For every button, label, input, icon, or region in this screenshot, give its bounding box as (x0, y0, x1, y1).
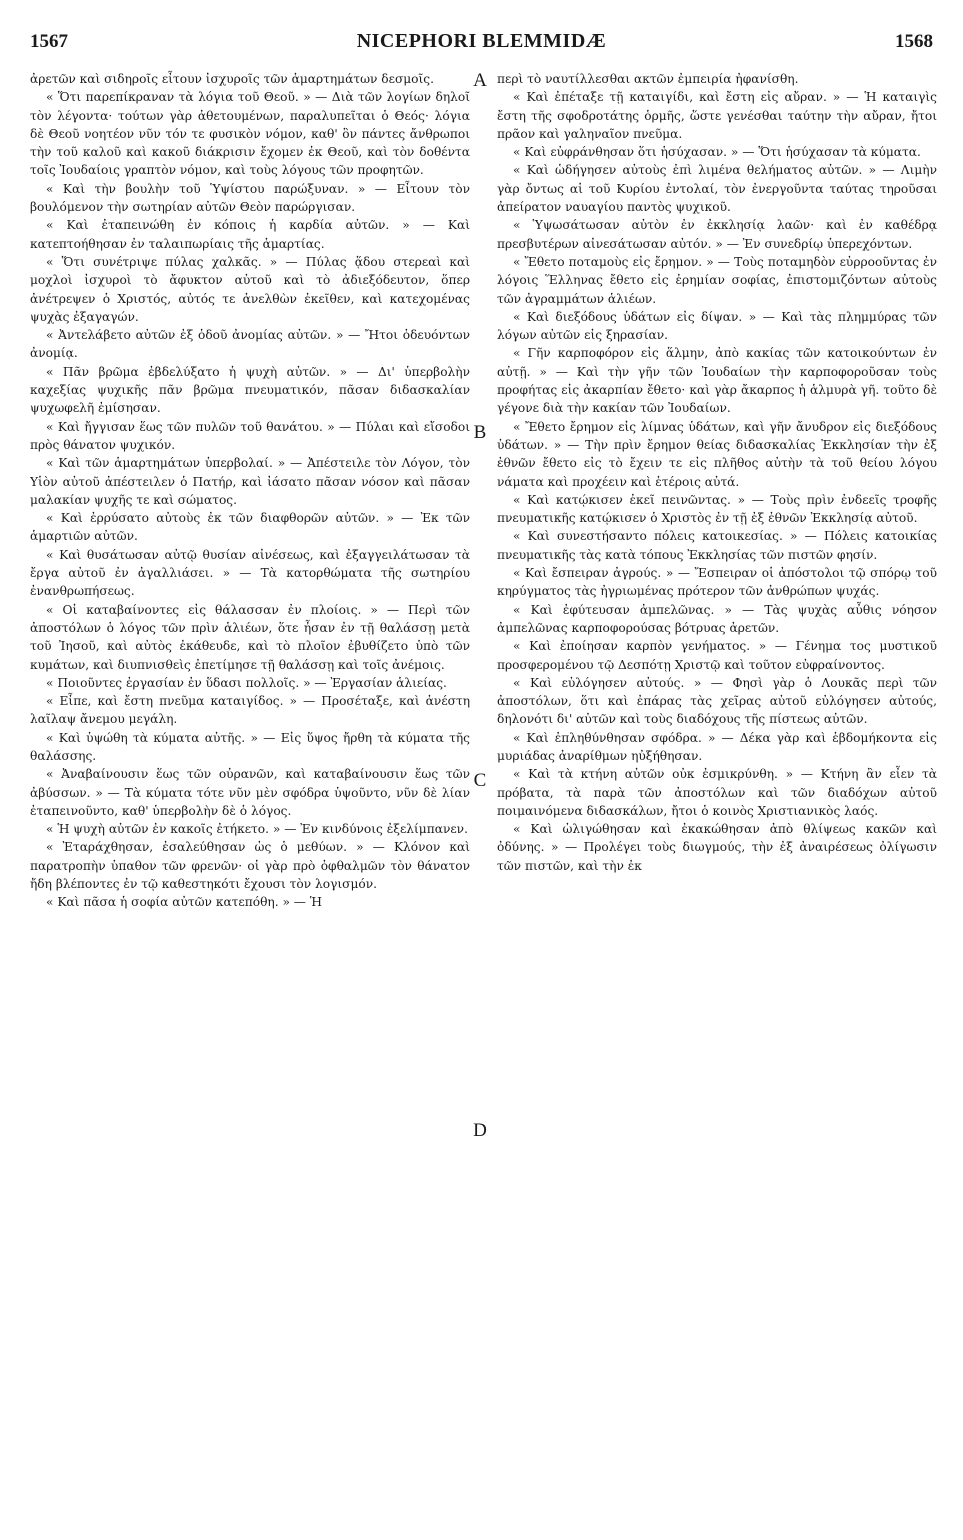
right-column-paragraph: « Καὶ ἔσπειραν ἀγρούς. » — Ἔσπειραν οἱ ἀπόστολοι τῷ σπόρῳ τοῦ κηρύγματος τὰς ἠγριωμένας πρότερον τῶν ἀνθρώπων ψυχάς. (497, 566, 937, 599)
left-column-paragraph: « Πᾶν βρῶμα ἐβδελύξατο ἡ ψυχὴ αὐτῶν. » — Δι' ὑπερβολὴν καχεξίας ψυχικῆς πᾶν βρῶμα πνευματικόν, πᾶσαν διδασκαλίαν ψυχωφελῆ ἐμίσησαν. (30, 364, 470, 416)
left-column-paragraph: « Ἡ ψυχὴ αὐτῶν ἐν κακοῖς ἐτήκετο. » — Ἐν κινδύνοις ἐξελίμπανεν. (46, 822, 468, 837)
left-column-paragraph: « Εἶπε, καὶ ἔστη πνεῦμα καταιγίδος. » — Προσέταξε, καὶ ἀνέστη λαῖλαψ ἄνεμου μεγάλη. (30, 694, 470, 727)
left-column-paragraph: « Ἐταράχθησαν, ἐσαλεύθησαν ὡς ὁ μεθύων. » — Κλόνον καὶ παρατροπὴν ὑπαθον τῶν φρενῶν· οἱ γὰρ πρὸ ὀφθαλμῶν τὸν θάνατον ἤδη βλέποντες ἐν τῷ καθεστηκότι ἔχουσι τὸν λογισμόν. (30, 840, 470, 892)
left-column-paragraph: « Ποιοῦντες ἐργασίαν ἐν ὕδασι πολλοῖς. » — Ἐργασίαν ἁλιείας. (46, 675, 447, 690)
section-marker-c: C (473, 770, 487, 791)
right-column-paragraph: « Καὶ ἐφύτευσαν ἀμπελῶνας. » — Τὰς ψυχὰς αὖθις νόησον ἀμπελῶνας καρποφορούσας βότρυας ἀρετῶν. (497, 602, 937, 635)
left-column-paragraph: « Καὶ ἤγγισαν ἕως τῶν πυλῶν τοῦ θανάτου. » — Πύλαι καὶ εἴσοδοι πρὸς θάνατον ψυχικόν. (30, 419, 470, 452)
right-column-paragraph: « Καὶ ὡδήγησεν αὐτοὺς ἐπὶ λιμένα θελήματος αὐτῶν. » — Λιμὴν γὰρ ὄντως αἱ τοῦ Κυρίου ἐντολαί, τὸν ἐνεργοῦντα ταύτας τηροῦσαι ἀπείρατον ναυαγίου παντὸς ψυχικοῦ. (497, 163, 937, 215)
right-column-paragraph: « Καὶ εὐλόγησεν αὐτούς. » — Φησὶ γὰρ ὁ Λουκᾶς περὶ τῶν ἀποστόλων, ὅτι καὶ ἐπάρας τὰς χεῖρας αὐτοῦ εὐλόγησεν αὐτούς, δηλονότι δι' αὐτῶν καὶ τοὺς διαδόχους τῆς πίστεως αὐτῶν. (497, 675, 937, 727)
page-number-left: 1567 (30, 31, 68, 52)
left-column-paragraph: « Καὶ ἐταπεινώθη ἐν κόποις ἡ καρδία αὐτῶν. » — Καὶ κατεπτοήθησαν ἐν ταλαιπωρίαις τῆς ἁμαρτίας. (30, 218, 470, 251)
left-column-paragraph: « Ὅτι παρεπίκραναν τὰ λόγια τοῦ Θεοῦ. » — Διὰ τῶν λογίων δηλοῖ τὸν λέγοντα· τούτων γὰρ ἀθετουμένων, παραλυπεῖται ὁ Θεός· λόγια δὲ Θεοῦ νοητέον νῦν τόν τε φυσικὸν νόμον, καθ' ὃν πάντες ἄνθρωποι τὴν τοῦ καλοῦ καὶ κακοῦ διάκρισιν ἔχομεν ἐκ Θεοῦ, καὶ τὸν δοθέντα τοῖς Ἰουδαίοις γραπτὸν νόμον, καὶ τοὺς λόγους τῶν προφητῶν. (30, 90, 470, 178)
left-column-paragraph: « Καὶ θυσάτωσαν αὐτῷ θυσίαν αἰνέσεως, καὶ ἐξαγγειλάτωσαν τὰ ἔργα αὐτοῦ ἐν ἀγαλλιάσει. » — Τὰ κατορθώματα τῆς σωτηρίου ἐνανθρωπήσεως. (30, 547, 470, 599)
left-column-paragraph: ἀρετῶν καὶ σιδηροῖς εἶτουν ἰσχυροῖς τῶν ἁμαρτημάτων δεσμοῖς. (30, 72, 435, 86)
left-column-paragraph: « Καὶ ὑψώθη τὰ κύματα αὐτῆς. » — Εἰς ὕψος ἤρθη τὰ κύματα τῆς θαλάσσης. (30, 730, 470, 763)
section-marker-b: B (473, 422, 487, 443)
left-column-paragraph: « Καὶ πᾶσα ἡ σοφία αὐτῶν κατεπόθη. » — Ἡ (46, 895, 322, 910)
right-column (497, 70, 937, 1515)
right-column-paragraph: « Καὶ κατῴκισεν ἐκεῖ πεινῶντας. » — Τοὺς πρὶν ἐνδεεῖς τροφῆς πνευματικῆς κατῴκισεν ὁ Χριστὸς ἐν τῇ ἐξ ἐθνῶν Ἐκκλησίᾳ αὐτοῦ. (497, 492, 937, 526)
right-column-paragraph: « Καὶ διεξόδους ὑδάτων εἰς δίψαν. » — Καὶ τὰς πλημμύρας τῶν λόγων αὐτῶν εἰς ξηρασίαν. (497, 309, 937, 343)
right-column-paragraph: « Καὶ συνεστήσαντο πόλεις κατοικεσίας. » — Πόλεις κατοικίας πνευματικῆς τὰς κατὰ τόπους Ἐκκλησίας τῶν πιστῶν φησίν. (497, 529, 937, 562)
right-column-paragraph: περὶ τὸ ναυτίλλεσθαι ακτῶν ἐμπειρία ἠφανίσθη. (497, 72, 799, 86)
right-column-paragraph: « Καὶ ὠλιγώθησαν καὶ ἐκακώθησαν ἀπὸ θλίψεως κακῶν καὶ ὀδύνης. » — Προλέγει τοὺς διωγμούς, τὴν ἐξ ἀναιρέσεως ὀλίγωσιν τῶν πιστῶν, καὶ τὴν ἐκ (497, 822, 937, 873)
right-column-paragraph: « Καὶ ἐποίησαν καρπὸν γενήματος. » — Γένημα τος μυστικοῦ προσφερομένου τῷ Δεσπότῃ Χριστῷ καὶ τοῦτον εὐφραίνοντος. (497, 639, 937, 672)
running-header (30, 30, 933, 58)
right-column-paragraph: « Ἔθετο ἔρημον εἰς λίμνας ὑδάτων, καὶ γῆν ἄνυδρον εἰς διεξόδους ὑδάτων. » — Τὴν πρὶν ἔρημον θείας διδασκαλίας Ἐκκλησίαν τὴν ἐξ ἐθνῶν ἔθετο εἰς τὸ ἔχειν τε εἰς πλῆθος αὐτὴν τὰ τοῦ θείου λόγου νάματα καὶ προχέειν καὶ ἑτέροις αὐτά. (497, 419, 937, 489)
right-column-paragraph: « Ἔθετο ποταμοὺς εἰς ἔρημον. » — Τοὺς ποταμηδὸν εὐρροοῦντας ἐν λόγοις Ἕλληνας ἔθετο εἰς ἐρημίαν σοφίας, ἐπιστομιζόντων αὐτοὺς τῶν ἀγραμμάτων ἁλιέων. (497, 254, 937, 306)
left-column-paragraph: « Καὶ τῶν ἁμαρτημάτων ὑπερβολαί. » — Ἀπέστειλε τὸν Λόγον, τὸν Υἱὸν αὐτοῦ ἀπέστειλεν ὁ Πατήρ, καὶ ἰάσατο πᾶσαν νόσον καὶ πᾶσαν μαλακίαν ψυχῆς τε καὶ σώματος. (30, 456, 470, 507)
right-column-paragraph: « Γῆν καρποφόρον εἰς ἅλμην, ἀπὸ κακίας τῶν κατοικούντων ἐν αὐτῇ. » — Καὶ τὴν γῆν τῶν Ἰουδαίων τὴν καρποφοροῦσαν τοὺς προφήτας εἰς ἀκαρπίαν ἔθετο· καὶ γὰρ ἄκαρπος ἡ ἁλμυρὰ γῆ. τοῦτο δὲ γέγονε διὰ τὴν κακίαν τῶν Ἰουδαίων. (497, 346, 937, 416)
right-column-paragraph: « Ὑψωσάτωσαν αὐτὸν ἐν ἐκκλησίᾳ λαῶν· καὶ ἐν καθέδρᾳ πρεσβυτέρων αἰνεσάτωσαν αὐτόν. » — Ἐν συνεδρίῳ ὑπερεχόντων. (497, 218, 937, 251)
section-marker-d: D (473, 1120, 487, 1141)
right-column-paragraph: « Καὶ ἐπέταξε τῇ καταιγίδι, καὶ ἔστη εἰς αὔραν. » — Ἡ καταιγὶς ἔστη τῆς σφοδροτάτης ὁρμῆς, ὥστε γενέσθαι ταύτην τὴν αὔραν, ἤτοι πρᾶον καὶ γαληναῖον πνεῦμα. (497, 90, 937, 141)
left-column-paragraph: « Καὶ τὴν βουλὴν τοῦ Ὑψίστου παρώξυναν. » — Εἶτουν τὸν βουλόμενον τὴν σωτηρίαν αὐτῶν Θεὸν παρώργισαν. (30, 181, 470, 215)
left-column (30, 70, 470, 1515)
left-column-paragraph: « Ἀντελάβετο αὐτῶν ἐξ ὁδοῦ ἀνομίας αὐτῶν. » — Ἤτοι ὁδευόντων ἀνομίᾳ. (30, 328, 470, 361)
page-number-right: 1568 (894, 31, 933, 52)
right-column-paragraph: « Καὶ εὐφράνθησαν ὅτι ἡσύχασαν. » — Ὅτι ἡσύχασαν τὰ κύματα. (513, 145, 921, 160)
right-column-paragraph: « Καὶ ἐπληθύνθησαν σφόδρα. » — Δέκα γὰρ καὶ ἑβδομήκοντα εἰς μυριάδας ἀναρίθμων ηὐξήθησαν. (497, 730, 937, 763)
section-marker-a: A (473, 70, 487, 91)
right-column-paragraph: « Καὶ τὰ κτήνη αὐτῶν οὐκ ἐσμικρύνθη. » — Κτήνη ἂν εἶεν τὰ πρόβατα, τὰ παρὰ τῶν ἀποστόλων καὶ τῶν διαδόχων αὐτοῦ ποιμαινόμενα διδασκάλων, ἤτοι ὁ κοινὸς Χριστιανικὸς λαός. (497, 767, 937, 818)
left-column-paragraph: « Καὶ ἐρρύσατο αὐτοὺς ἐκ τῶν διαφθορῶν αὐτῶν. » — Ἐκ τῶν ἁμαρτιῶν αὐτῶν. (30, 511, 470, 544)
left-column-paragraph: « Ἀναβαίνουσιν ἕως τῶν οὐρανῶν, καὶ καταβαίνουσιν ἕως τῶν ἀβύσσων. » — Τὰ κύματα τότε νῦν μὲν σφόδρα ὑψοῦντο, νῦν δὲ λίαν ἐταπεινοῦντο, καθ' ὑπερβολὴν δὲ ὁ λόγος. (30, 767, 470, 818)
left-column-paragraph: « Ὅτι συνέτριψε πύλας χαλκᾶς. » — Πύλας ᾅδου στερεαὶ καὶ μοχλοὶ ἰσχυροὶ τὸ ἄφυκτον αὐτοῦ καὶ τὸ ἀδιεξόδευτον, ὅπερ ἀνέτρεψεν ὁ Χριστός, αὐτός τε ἀνελθὼν ἐκεῖθεν, καὶ κατεχομένας ψυχὰς ἐξαγαγών. (30, 254, 470, 324)
left-column-paragraph: « Οἱ καταβαίνοντες εἰς θάλασσαν ἐν πλοίοις. » — Περὶ τῶν ἀποστόλων ὁ λόγος τῶν πρὶν ἁλιέων, ὅτε ἦσαν ἐν τῇ θαλάσσῃ μετὰ τοῦ Ἰησοῦ, καὶ αὐτὸς ἐκάθευδε, καὶ τὸ πλοῖον ἐβυθίζετο ὑπὸ τῶν κυμάτων, καὶ διυπνισθεὶς ἐπετίμησε τῇ θαλάσσῃ καὶ τοῖς ἀνέμοις. (30, 602, 470, 672)
running-title: NICEPHORI BLEMMIDÆ (356, 30, 607, 52)
